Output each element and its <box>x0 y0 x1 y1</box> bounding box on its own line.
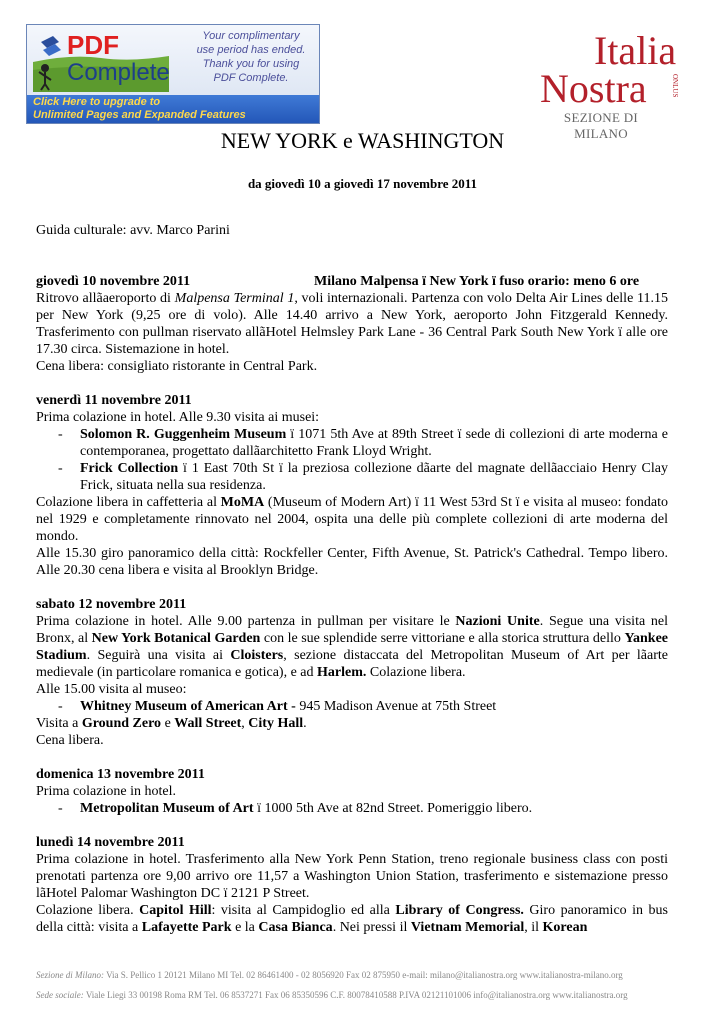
day-date: giovedì 10 novembre 2011 <box>36 274 191 289</box>
complete-text: Complete <box>67 59 170 86</box>
pdf-text: PDF <box>67 30 119 60</box>
trip-dates: da giovedì 10 a giovedì 17 novembre 2011 <box>247 176 478 191</box>
paragraph: Cena libera. <box>36 733 104 748</box>
footer-milano: Sezione di Milano: Via S. Pellico 1 20121 Milano MI Tel. 02 86461400 - 02 8056920 Fax 02 875950 e-mail: milano@italianostra.org www.italianostra-milano.org <box>36 970 623 980</box>
banner-top <box>27 25 319 95</box>
paragraph: Prima colazione in hotel. Alle 9.00 partenza in pullman per visitare le Nazioni Unite. Segue una visita nel Bronx, al New York Botanical Garden con le sue splendide serre vittoriane e alla storica struttura dello Yankee Stadium. Seguirà una visita ai Cloisters, sezione distaccata del Metropolitan Museum of Art per lãarte medievale (in particolare romanica e gotica), e ad Harlem. Colazione libera. <box>36 614 669 680</box>
banner-message <box>187 29 315 85</box>
day-date: lunedì 14 novembre 2011 <box>36 835 185 850</box>
day-route: Milano Malpensa ï New York ï fuso orario: meno 6 ore <box>314 274 640 289</box>
banner-message-line: use period has ended. <box>196 44 306 56</box>
paragraph: Prima colazione in hotel. Alle 9.30 visita ai musei: <box>36 410 320 425</box>
paragraph: Colazione libera. Capitol Hill: visita al Campidoglio ed alla Library of Congress. Giro panoramico in bus della città: visita a Lafayette Park e la Casa Bianca. Nei pressi il Vietnam Memorial, il Korean <box>36 903 668 935</box>
paragraph: Visita a Ground Zero e Wall Street, City Hall. <box>36 716 307 731</box>
list-item: - Solomon R. Guggenheim Museum ï 1071 5th Ave at 89th Street ï sede di collezioni di arte moderna e contemporanea, progettato dallãarchitetto Frank Lloyd Wright. <box>58 427 668 459</box>
banner-message-line: Your complimentary <box>202 30 300 42</box>
logo-subtitle: SEZIONE DI MILANO <box>563 110 639 141</box>
banner-message-line: Thank you for using <box>202 58 300 70</box>
logo-onlus: ONLUS <box>671 74 679 98</box>
upgrade-link-line[interactable]: Click Here to upgrade to <box>33 96 161 108</box>
paragraph: Ritrovo allãaeroporto di Malpensa Terminal 1, voli internazionali. Partenza con volo Delta Air Lines delle 11.15 per New York (9,25 ore di volo). Alle 14.40 arrivo a New York, aeroporto John Fitzgerald Kennedy. Trasferimento con pullman riservato allãHotel Helmsley Park Lane - 36 Central Park South New York ï alle ore 17.30 circa. Sistemazione in hotel. <box>36 291 668 357</box>
list-item: - Metropolitan Museum of Art ï 1000 5th Ave at 82nd Street. Pomeriggio libero. <box>58 801 533 816</box>
list-item: - Frick Collection ï 1 East 70th St ï la preziosa collezione dãarte del magnate dellãacciaio Henry Clay Frick, situata nella sua residenza. <box>58 461 668 493</box>
upgrade-link-line[interactable]: Unlimited Pages and Expanded Features <box>33 109 246 121</box>
list-item: - Whitney Museum of American Art - 945 Madison Avenue at 75th Street <box>58 699 497 714</box>
paragraph: Prima colazione in hotel. Trasferimento alla New York Penn Station, treno regionale business class con posti prenotati partenza ore 9,00 arrivo ore 11,57 a Washington Union Station, trasferimento e sistemazione presso lãHotel Palomar Washington DC ï 2121 P Street. <box>36 852 668 901</box>
document-title: NEW YORK e WASHINGTON <box>220 128 505 153</box>
paragraph: Alle 15.00 visita al museo: <box>36 682 187 697</box>
cultural-guide: Guida culturale: avv. Marco Parini <box>36 223 230 238</box>
upgrade-link-bar[interactable] <box>27 95 319 123</box>
logo-line1: Italia <box>594 28 677 73</box>
paragraph: Prima colazione in hotel. <box>36 784 176 799</box>
day-heading <box>36 273 668 290</box>
upgrade-link[interactable] <box>33 96 246 122</box>
upgrade-banner[interactable] <box>26 24 320 124</box>
itinerary <box>36 273 668 936</box>
paragraph: Alle 15.30 giro panoramico della città: Rockfeller Center, Fifth Avenue, St. Patrick's Cathedral. Tempo libero. Alle 20.30 cena libera e visita al Brooklyn Bridge. <box>36 546 668 578</box>
footer-sede: Sede sociale: Viale Liegi 33 00198 Roma RM Tel. 06 8537271 Fax 06 85350596 C.F. 80078410588 P.IVA 02121101006 info@italianostra.org www.italianostra.org <box>36 990 628 1000</box>
paragraph: Colazione libera in caffetteria al MoMA (Museum of Modern Art) ï 11 West 53rd St ï e visita al museo: fondato nel 1929 e completamente rinnovato nel 2004, ospita una delle più complete collezioni di arte moderna del mondo. <box>36 495 668 544</box>
day-date: sabato 12 novembre 2011 <box>36 597 187 612</box>
day-date: venerdì 11 novembre 2011 <box>36 393 192 408</box>
logo-line2: Nostra <box>540 66 647 111</box>
pdf-complete-logo <box>31 28 171 92</box>
banner-message-line: PDF Complete. <box>213 72 289 84</box>
paragraph: Cena libera: consigliato ristorante in Central Park. <box>36 359 318 374</box>
day-date: domenica 13 novembre 2011 <box>36 767 205 782</box>
